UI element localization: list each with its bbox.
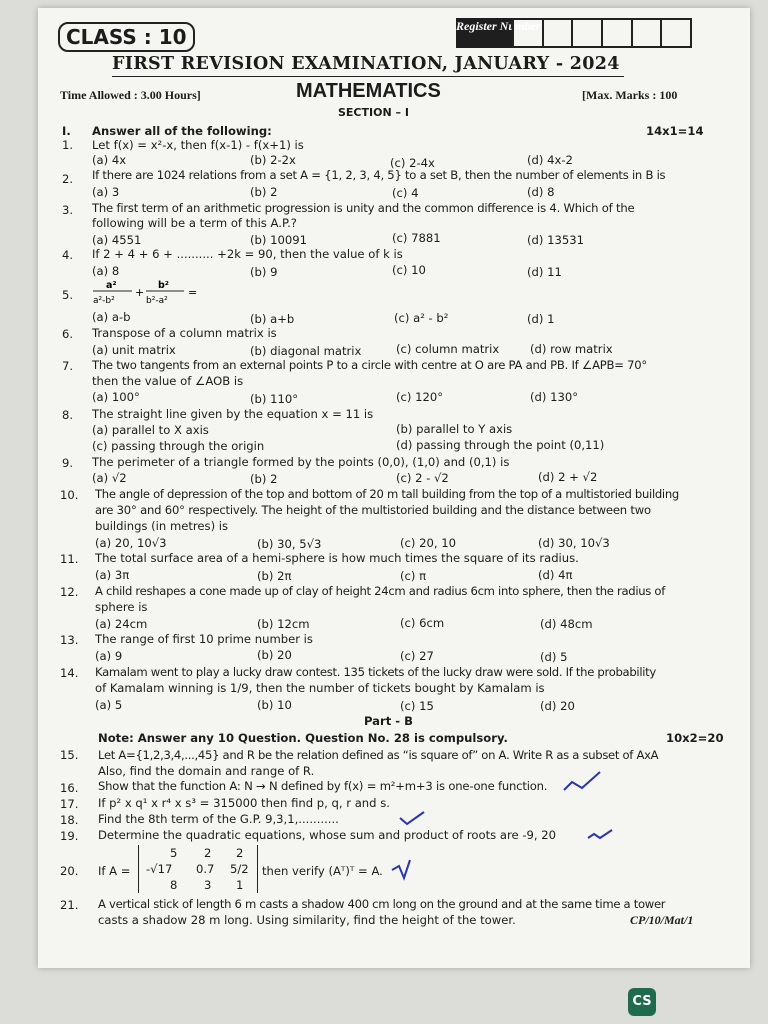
register-number-box: [456, 18, 692, 48]
register-label: Register Number: [456, 18, 512, 48]
option-c: (c) 10: [392, 263, 426, 277]
question-text-continued: sphere is: [95, 600, 148, 614]
matrix-cell: 2: [236, 846, 244, 860]
question-text-continued: Also, find the domain and range of R.: [98, 764, 315, 778]
matrix-cell: 1: [236, 878, 244, 892]
option-d: (d) 11: [527, 265, 562, 279]
option-d: (d) 1: [527, 312, 555, 326]
part-b-marks: 10x2=20: [666, 731, 724, 745]
option-b: (b) diagonal matrix: [250, 344, 362, 358]
option-b: (b) 2: [250, 185, 278, 199]
svg-text:=: =: [188, 286, 198, 299]
question-text-continued: of Kamalam winning is 1/9, then the number of tickets bought by Kamalam is: [95, 681, 545, 695]
footer-code: CP/10/Mat/1: [630, 913, 694, 927]
part-b-note: Note: Answer any 10 Question. Question No. 28 is compulsory.: [98, 731, 508, 745]
question-number: 7.: [62, 359, 74, 373]
option-d: (d) 20: [540, 699, 575, 713]
question-number: 18.: [60, 813, 79, 827]
option-b: (b) 20: [257, 648, 292, 662]
svg-text:+: +: [135, 286, 145, 299]
register-digit-box: [603, 18, 633, 48]
question-text: The range of first 10 prime number is: [95, 632, 313, 646]
option-c: (c) 15: [400, 699, 434, 713]
pen-tick-icon: [398, 808, 428, 828]
question-text-continued: casts a shadow 28 m long. Using similarity, find the height of the tower.: [98, 913, 516, 927]
matrix-cell: 5/2: [230, 862, 249, 876]
option-d: (d) row matrix: [530, 342, 613, 356]
option-c: (c) column matrix: [396, 342, 500, 356]
question-text: The total surface area of a hemi-sphere is how much times the square of its radius.: [95, 551, 579, 565]
option-a: (a) parallel to X axis: [92, 423, 209, 437]
option-c: (c) 6cm: [400, 616, 445, 630]
question-number: 8.: [62, 408, 74, 422]
option-b: (b) 2π: [257, 569, 292, 583]
svg-text:b²-a²: b²-a²: [146, 296, 168, 306]
option-d: (d) 30, 10√3: [538, 536, 610, 550]
question-number: 6.: [62, 327, 74, 341]
question-number: 13.: [60, 633, 79, 647]
part-a-marks: 14x1=14: [646, 124, 704, 138]
question-number: 21.: [60, 898, 79, 912]
question-text: A child reshapes a cone made up of clay of height 24cm and radius 6cm into sphere, then the radius of: [95, 584, 666, 598]
option-c: (c) 120°: [396, 390, 444, 404]
question-text: Kamalam went to play a lucky draw contest. 135 tickets of the lucky draw were sold. If the probability: [95, 665, 656, 679]
question-number: 12.: [60, 585, 79, 599]
option-b: (b) 110°: [250, 392, 299, 406]
option-a: (a) 5: [95, 698, 123, 712]
question-text: If there are 1024 relations from a set A = {1, 2, 3, 4, 5} to a set B, then the number of elements in B is: [92, 168, 666, 182]
option-a: (a) 20, 10√3: [95, 536, 167, 550]
option-c: (c) 20, 10: [400, 536, 456, 550]
option-c: (c) 4: [392, 186, 419, 200]
matrix-cell: 3: [204, 878, 212, 892]
max-marks: [Max. Marks : 100: [582, 88, 678, 102]
option-b: (b) 9: [250, 265, 278, 279]
question-text: The two tangents from an external points P to a circle with centre at O are PA and PB. If ∠APB= 70°: [92, 358, 647, 372]
question-number: 3.: [62, 203, 74, 217]
question-text: Transpose of a column matrix is: [92, 326, 277, 340]
option-b: (b) 10: [257, 698, 292, 712]
matrix-cell: 5: [170, 846, 178, 860]
time-allowed: Time Allowed : 3.00 Hours]: [60, 88, 201, 102]
option-d: (d) 130°: [530, 390, 579, 404]
question-text: Let A={1,2,3,4,...,45} and R be the relation defined as “is square of” on A. Write R as a subset of AxA: [98, 748, 659, 762]
option-a: (a) 9: [95, 649, 123, 663]
option-c: (c) passing through the origin: [92, 439, 265, 453]
question-number: 4.: [62, 248, 74, 262]
question-text: The angle of depression of the top and bottom of 20 m tall building from the top of a multistoried building: [95, 487, 679, 501]
option-a: (a) a-b: [92, 310, 131, 324]
matrix-cell: 0.7: [196, 862, 215, 876]
pen-tick-icon: [586, 826, 616, 846]
svg-text:a²: a²: [106, 280, 117, 291]
question-text: If 2 + 4 + 6 + .......... +2k = 90, then the value of k is: [92, 247, 403, 261]
option-a: (a) 4x: [92, 153, 127, 167]
option-d: (d) 4π: [538, 568, 573, 582]
question-number: 15.: [60, 748, 79, 762]
option-d: (d) 2 + √2: [538, 470, 598, 484]
option-b: (b) 10091: [250, 233, 307, 247]
option-a: (a) unit matrix: [92, 343, 176, 357]
question-text: If p² x q¹ x r⁴ x s³ = 315000 then find p, q, r and s.: [98, 796, 390, 810]
register-digit-box: [544, 18, 574, 48]
svg-text:a²-b²: a²-b²: [93, 296, 115, 306]
option-c: (c) a² - b²: [394, 311, 449, 325]
option-b: (b) a+b: [250, 312, 295, 326]
question-number: 11.: [60, 552, 79, 566]
register-digit-box: [662, 18, 692, 48]
question-number: 16.: [60, 781, 79, 795]
part-b-title: Part - B: [364, 714, 413, 728]
option-d: (d) 48cm: [540, 617, 593, 631]
question-text: Let f(x) = x²-x, then f(x-1) - f(x+1) is: [92, 138, 304, 152]
subject-title: MATHEMATICS: [296, 80, 441, 102]
question-text: A vertical stick of length 6 m casts a shadow 400 cm long on the ground and at the same time a tower: [98, 897, 666, 911]
question-text-continued: then the value of ∠AOB is: [92, 374, 244, 388]
section-heading: SECTION – I: [338, 106, 409, 119]
question-text: Show that the function A: N → N defined by f(x) = m²+m+3 is one-one function.: [98, 779, 548, 793]
question-text: The perimeter of a triangle formed by the points (0,0), (1,0) and (0,1) is: [92, 455, 510, 469]
matrix-lead: If A =: [98, 864, 131, 878]
fraction-expression: [92, 278, 202, 312]
question-number: 5.: [62, 288, 74, 302]
question-text-continued: are 30° and 60° respectively. The height of the multistoried building and the distance between two: [95, 503, 651, 517]
question-text: Find the 8th term of the G.P. 9,3,1,...........: [98, 812, 339, 826]
option-a: (a) 3: [92, 185, 120, 199]
option-a: (a) 24cm: [95, 617, 148, 631]
option-b: (b) 2-2x: [250, 153, 296, 167]
option-b: (b) 2: [250, 472, 278, 486]
svg-text:b²: b²: [158, 280, 169, 291]
part-instruction: Answer all of the following:: [92, 124, 272, 138]
option-b: (b) parallel to Y axis: [396, 422, 513, 436]
question-text: The first term of an arithmetic progression is unity and the common difference is 4. Which of the: [92, 201, 635, 215]
option-c: (c) π: [400, 569, 427, 583]
class-label: CLASS : 10: [58, 22, 195, 52]
question-text: Determine the quadratic equations, whose sum and product of roots are -9, 20: [98, 828, 556, 842]
question-text: then verify (Aᵀ)ᵀ = A.: [262, 864, 383, 878]
option-c: (c) 7881: [392, 231, 441, 245]
question-text-continued: buildings (in metres) is: [95, 519, 229, 533]
option-a: (a) √2: [92, 471, 127, 485]
register-digit-box: [512, 18, 544, 48]
matrix-cell: 2: [204, 846, 212, 860]
question-number: 10.: [60, 488, 79, 502]
option-d: (d) passing through the point (0,11): [396, 438, 605, 452]
option-c: (c) 2-4x: [390, 156, 435, 170]
pen-tick-icon: [390, 858, 420, 882]
option-b: (b) 12cm: [257, 617, 310, 631]
option-a: (a) 4551: [92, 233, 142, 247]
question-number: 19.: [60, 829, 79, 843]
question-number: 14.: [60, 666, 79, 680]
option-a: (a) 100°: [92, 390, 140, 404]
option-a: (a) 8: [92, 264, 120, 278]
matrix-cell: 8: [170, 878, 178, 892]
pen-tick-icon: [560, 768, 620, 798]
option-d: (d) 8: [527, 185, 555, 199]
question-text: The straight line given by the equation x = 11 is: [92, 407, 374, 421]
option-c: (c) 27: [400, 649, 434, 663]
option-d: (d) 5: [540, 650, 568, 664]
matrix-cell: -√17: [146, 862, 173, 876]
camscanner-logo: CS: [628, 988, 656, 1016]
exam-title: FIRST REVISION EXAMINATION, JANUARY - 2024: [112, 54, 620, 74]
question-number: 9.: [62, 456, 74, 470]
option-b: (b) 30, 5√3: [257, 537, 322, 551]
title-underline: [112, 76, 624, 77]
part-number: I.: [62, 124, 71, 138]
question-number: 1.: [62, 138, 74, 152]
option-a: (a) 3π: [95, 568, 130, 582]
option-d: (d) 13531: [527, 233, 584, 247]
question-text-continued: following will be a term of this A.P.?: [92, 216, 297, 230]
question-number: 20.: [60, 864, 79, 878]
question-number: 2.: [62, 172, 74, 186]
register-digit-box: [633, 18, 663, 48]
option-d: (d) 4x-2: [527, 153, 573, 167]
option-c: (c) 2 - √2: [396, 471, 449, 485]
fraction-svg: [92, 278, 202, 308]
question-number: 17.: [60, 797, 79, 811]
register-digit-box: [573, 18, 603, 48]
